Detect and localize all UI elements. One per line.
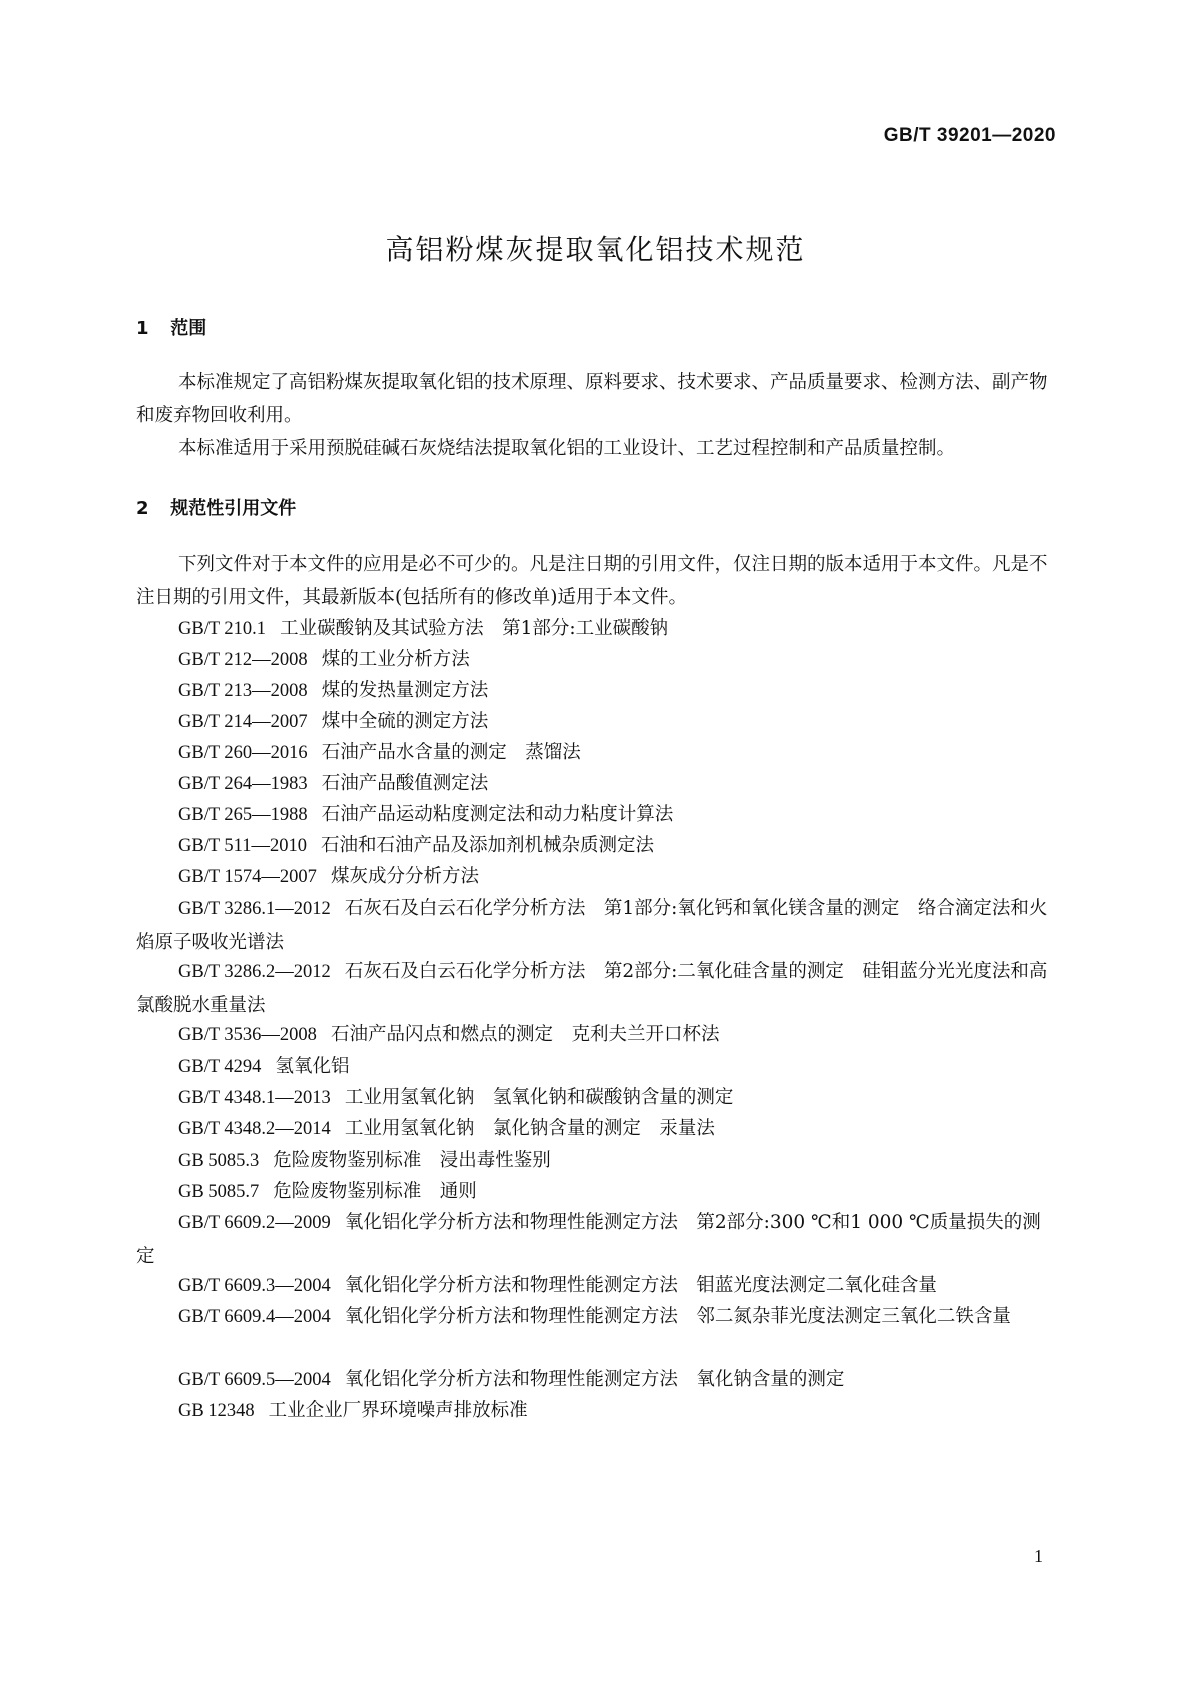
standard-code: GB/T 39201—2020 [883, 125, 1056, 146]
reference-code: GB/T 6609.3—2004 [178, 1276, 331, 1296]
document-title: 高铝粉煤灰提取氧化铝技术规范 [385, 233, 806, 266]
reference-code: GB/T 511—2010 [178, 836, 307, 856]
reference-item [136, 736, 1056, 770]
reference-code: GB/T 4294 [178, 1057, 262, 1077]
section-number: 1 [136, 318, 149, 339]
reference-code: GB/T 4348.2—2014 [178, 1119, 331, 1139]
reference-title: 危险废物鉴别标准 浸出毒性鉴别 [273, 1150, 551, 1171]
reference-code: GB/T 214—2007 [178, 712, 308, 732]
reference-code: GB 5085.3 [178, 1151, 260, 1171]
reference-item [136, 767, 1056, 801]
reference-title: 石灰石及白云石化学分析方法 第1部分:氧化钙和氧化镁含量的测定 络合滴定法和火焰原子吸收光谱法 [136, 898, 1048, 953]
reference-title: 石油和石油产品及添加剂机械杂质测定法 [321, 835, 655, 856]
reference-title: 氧化铝化学分析方法和物理性能测定方法 钼蓝光度法测定二氧化硅含量 [344, 1275, 937, 1296]
reference-item [136, 1050, 1056, 1084]
page-number: 1 [1034, 1546, 1043, 1566]
reference-item [136, 705, 1056, 739]
reference-title: 煤的工业分析方法 [321, 649, 470, 670]
reference-title: 煤灰成分分析方法 [330, 866, 479, 887]
section-title: 规范性引用文件 [170, 498, 297, 519]
reference-item [136, 1300, 1056, 1334]
reference-title: 煤的发热量测定方法 [321, 680, 489, 701]
section-title: 范围 [170, 318, 207, 339]
reference-code: GB/T 3286.2—2012 [178, 962, 331, 982]
reference-code: GB/T 260—2016 [178, 743, 308, 763]
reference-title: 工业用氢氧化钠 氯化钠含量的测定 汞量法 [344, 1118, 715, 1139]
reference-code: GB/T 6609.4—2004 [178, 1307, 331, 1327]
paragraph-text: 本标准规定了高铝粉煤灰提取氧化铝的技术原理、原料要求、技术要求、产品质量要求、检测方法、副产物和废弃物回收利用。 [136, 372, 1048, 426]
reference-code: GB/T 6609.2—2009 [178, 1213, 331, 1233]
reference-code: GB/T 265—1988 [178, 805, 308, 825]
reference-item [136, 1144, 1056, 1178]
reference-item [136, 798, 1056, 832]
reference-item [136, 1018, 1056, 1052]
reference-title: 工业用氢氧化钠 氢氧化钠和碳酸钠含量的测定 [344, 1087, 734, 1108]
reference-title: 煤中全硫的测定方法 [321, 711, 489, 732]
reference-title: 氧化铝化学分析方法和物理性能测定方法 氧化钠含量的测定 [344, 1369, 845, 1390]
scope-paragraph-1 [136, 366, 1056, 432]
reference-code: GB/T 210.1 [178, 619, 267, 639]
reference-code: GB 12348 [178, 1401, 255, 1421]
reference-item [136, 674, 1056, 708]
reference-title: 氢氧化铝 [275, 1056, 350, 1077]
reference-title: 氧化铝化学分析方法和物理性能测定方法 邻二氮杂菲光度法测定三氧化二铁含量 [344, 1306, 1011, 1327]
reference-item [136, 1394, 1056, 1428]
paragraph-text: 本标准适用于采用预脱硅碱石灰烧结法提取氧化铝的工业设计、工艺过程控制和产品质量控制。 [178, 438, 956, 459]
reference-item [136, 860, 1056, 894]
reference-item [136, 829, 1056, 863]
reference-item [136, 1175, 1056, 1209]
reference-item [136, 1081, 1056, 1115]
reference-item [136, 892, 1056, 959]
reference-code: GB/T 4348.1—2013 [178, 1088, 331, 1108]
reference-title: 工业企业厂界环境噪声排放标准 [268, 1400, 528, 1421]
reference-title: 石灰石及白云石化学分析方法 第2部分:二氧化硅含量的测定 硅钼蓝分光光度法和高氯酸脱水重量法 [136, 961, 1048, 1016]
reference-item [136, 612, 1056, 646]
reference-title: 氧化铝化学分析方法和物理性能测定方法 第2部分:300 ℃和1 000 ℃质量损失的测定 [136, 1212, 1041, 1267]
section-number: 2 [136, 498, 149, 519]
reference-item [136, 1206, 1056, 1273]
reference-title: 危险废物鉴别标准 通则 [273, 1181, 477, 1202]
reference-code: GB/T 6609.5—2004 [178, 1370, 331, 1390]
reference-title: 工业碳酸钠及其试验方法 第1部分:工业碳酸钠 [280, 618, 669, 639]
references-intro [136, 548, 1056, 614]
reference-item [136, 643, 1056, 677]
section-2-heading [136, 494, 296, 520]
reference-item [136, 1112, 1056, 1146]
scope-paragraph-2 [136, 432, 1056, 465]
reference-title: 石油产品闪点和燃点的测定 克利夫兰开口杯法 [330, 1024, 720, 1045]
reference-item [136, 955, 1056, 1022]
reference-item [136, 1363, 1056, 1397]
reference-code: GB/T 1574—2007 [178, 867, 317, 887]
reference-code: GB 5085.7 [178, 1182, 260, 1202]
reference-item [136, 1269, 1056, 1303]
reference-title: 石油产品运动粘度测定法和动力粘度计算法 [321, 804, 674, 825]
section-1-heading [136, 314, 206, 340]
reference-title: 石油产品酸值测定法 [321, 773, 489, 794]
reference-code: GB/T 3536—2008 [178, 1025, 317, 1045]
reference-title: 石油产品水含量的测定 蒸馏法 [321, 742, 581, 763]
paragraph-text: 下列文件对于本文件的应用是必不可少的。凡是注日期的引用文件，仅注日期的版本适用于本文件。凡是不注日期的引用文件，其最新版本(包括所有的修改单)适用于本文件。 [136, 554, 1048, 608]
reference-code: GB/T 213—2008 [178, 681, 308, 701]
reference-code: GB/T 212—2008 [178, 650, 308, 670]
reference-code: GB/T 3286.1—2012 [178, 899, 331, 919]
reference-code: GB/T 264—1983 [178, 774, 308, 794]
